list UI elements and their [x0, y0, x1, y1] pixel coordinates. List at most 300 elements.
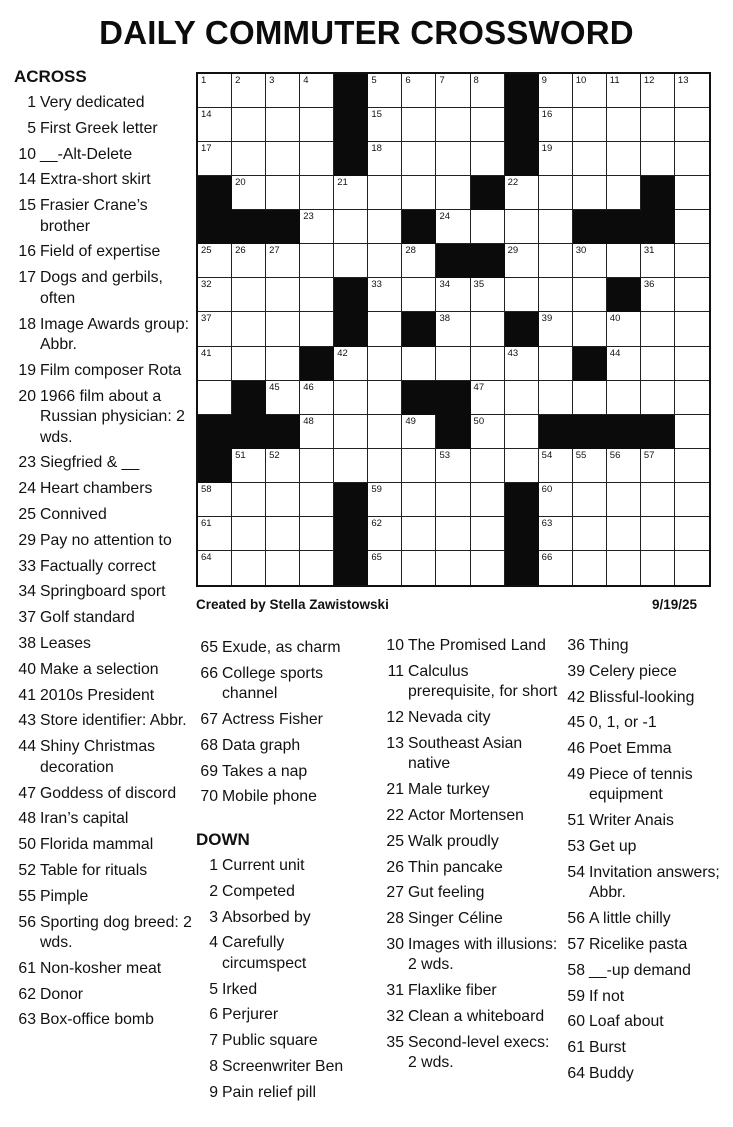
grid-square[interactable]: [471, 278, 505, 312]
clue-number: 23: [18, 454, 36, 472]
down-clue: [382, 708, 558, 729]
grid-square[interactable]: [607, 312, 641, 346]
grid-square[interactable]: [607, 176, 641, 210]
clue-number: 59: [567, 987, 585, 1005]
down-clue: [563, 688, 728, 709]
grid-square[interactable]: [641, 483, 675, 517]
grid-square[interactable]: [573, 244, 607, 278]
grid-square[interactable]: [607, 347, 641, 381]
black-square: [334, 551, 368, 585]
black-square: [198, 449, 232, 483]
square-number: 3: [269, 75, 275, 86]
black-square: [505, 74, 539, 108]
grid-square[interactable]: [300, 381, 334, 415]
black-square: [505, 551, 539, 585]
grid-square[interactable]: [675, 176, 709, 210]
clue-number: 6: [209, 1006, 218, 1024]
grid-square[interactable]: [675, 312, 709, 346]
across-clue: [196, 762, 372, 783]
grid-square[interactable]: [402, 108, 436, 142]
grid-square[interactable]: [436, 517, 470, 551]
clue-text: Actor Mortensen: [408, 806, 524, 824]
puzzle-date: 9/19/25: [652, 597, 698, 612]
grid-square[interactable]: [266, 517, 300, 551]
square-number: 15: [371, 109, 382, 121]
grid-square[interactable]: [198, 278, 232, 312]
grid-square[interactable]: [641, 142, 675, 176]
grid-square[interactable]: [471, 210, 505, 244]
grid-square[interactable]: [471, 551, 505, 585]
grid-square[interactable]: [641, 244, 675, 278]
square-number: 26: [235, 245, 246, 257]
square-number: 55: [575, 449, 587, 461]
grid-square[interactable]: [675, 108, 709, 142]
clue-text: Frasier Crane’s brother: [40, 197, 148, 235]
grid-square[interactable]: [368, 449, 402, 483]
grid-square[interactable]: [573, 381, 607, 415]
black-square: [641, 176, 675, 210]
grid-square[interactable]: [300, 415, 334, 449]
grid-square[interactable]: [300, 210, 334, 244]
grid-square[interactable]: [607, 108, 641, 142]
grid-square[interactable]: [539, 449, 573, 483]
square-number: 28: [405, 245, 416, 257]
grid-square[interactable]: [573, 517, 607, 551]
clue-number: 48: [18, 810, 36, 828]
grid-square[interactable]: [539, 74, 573, 108]
clue-text: First Greek letter: [40, 119, 158, 137]
clue-text: Loaf about: [589, 1013, 664, 1031]
across-clue: [196, 638, 372, 659]
down-clue: [382, 636, 558, 657]
clue-number: 44: [18, 738, 36, 756]
grid-square[interactable]: [675, 517, 709, 551]
grid-square[interactable]: [300, 176, 334, 210]
grid-square[interactable]: [675, 381, 709, 415]
grid-square[interactable]: [573, 142, 607, 176]
grid-square[interactable]: [300, 142, 334, 176]
grid-square[interactable]: [471, 381, 505, 415]
grid-square[interactable]: [300, 74, 334, 108]
black-square: [505, 108, 539, 142]
grid-square[interactable]: [436, 210, 470, 244]
clue-text: Public square: [222, 1032, 318, 1050]
down-clues-column-3: [563, 636, 728, 1090]
grid-square[interactable]: [266, 278, 300, 312]
grid-square[interactable]: [471, 347, 505, 381]
grid-square[interactable]: [232, 483, 266, 517]
grid-square[interactable]: [198, 347, 232, 381]
grid-square[interactable]: [675, 347, 709, 381]
across-clue: [14, 531, 192, 552]
clue-text: 1966 film about a Russian physician: 2 wds.: [40, 387, 185, 446]
grid-square[interactable]: [198, 381, 232, 415]
clue-number: 17: [18, 269, 36, 287]
square-number: 19: [541, 143, 553, 155]
grid-square[interactable]: [232, 142, 266, 176]
grid-square[interactable]: [539, 244, 573, 278]
across-clue: [14, 315, 192, 356]
clue-text: Exude, as charm: [222, 639, 341, 656]
grid-square[interactable]: [436, 142, 470, 176]
grid-square[interactable]: [607, 74, 641, 108]
grid-square[interactable]: [573, 108, 607, 142]
grid-square[interactable]: [198, 108, 232, 142]
grid-square[interactable]: [675, 551, 709, 585]
clue-number: 64: [567, 1064, 585, 1082]
grid-square[interactable]: [232, 176, 266, 210]
square-number: 36: [643, 279, 655, 291]
grid-square[interactable]: [300, 312, 334, 346]
down-clue: [196, 1057, 372, 1078]
black-square: [334, 142, 368, 176]
grid-square[interactable]: [471, 449, 505, 483]
grid-square[interactable]: [402, 449, 436, 483]
square-number: 60: [541, 483, 553, 495]
grid-square[interactable]: [539, 312, 573, 346]
square-number: 31: [643, 245, 655, 257]
square-number: 37: [201, 313, 212, 325]
grid-square[interactable]: [198, 244, 232, 278]
grid-square[interactable]: [266, 483, 300, 517]
grid-square[interactable]: [402, 244, 436, 278]
grid-square[interactable]: [402, 415, 436, 449]
across-clue: [196, 710, 372, 731]
grid-square[interactable]: [368, 108, 402, 142]
grid-square[interactable]: [539, 347, 573, 381]
square-number: 16: [541, 109, 553, 121]
grid-square[interactable]: [539, 142, 573, 176]
grid-square[interactable]: [266, 74, 300, 108]
down-clue: [563, 961, 728, 982]
clue-text: Nevada city: [408, 709, 491, 727]
black-square: [539, 415, 573, 449]
down-clue: [196, 933, 372, 974]
grid-square[interactable]: [573, 278, 607, 312]
grid-square[interactable]: [505, 449, 539, 483]
square-number: 25: [201, 245, 212, 257]
grid-square[interactable]: [198, 517, 232, 551]
square-number: 4: [303, 75, 309, 86]
clue-text: Gut feeling: [408, 884, 485, 902]
grid-square[interactable]: [334, 347, 368, 381]
across-clue: [14, 634, 192, 655]
across-clue: [14, 784, 192, 805]
down-clue: [382, 909, 558, 930]
grid-square[interactable]: [402, 142, 436, 176]
down-clue: [563, 837, 728, 858]
clue-text: Southeast Asian native: [408, 734, 523, 773]
grid-square[interactable]: [505, 244, 539, 278]
grid-square[interactable]: [641, 381, 675, 415]
down-clue: [563, 765, 728, 806]
across-clue: [14, 861, 192, 882]
grid-square[interactable]: [300, 517, 334, 551]
grid-square[interactable]: [471, 108, 505, 142]
across-clue: [14, 361, 192, 382]
grid-square[interactable]: [436, 347, 470, 381]
grid-square[interactable]: [436, 74, 470, 108]
grid-square[interactable]: [368, 551, 402, 585]
clue-number: 29: [18, 531, 36, 549]
grid-square[interactable]: [607, 381, 641, 415]
grid-square[interactable]: [607, 483, 641, 517]
grid-square[interactable]: [641, 108, 675, 142]
grid-square[interactable]: [436, 312, 470, 346]
black-square: [334, 483, 368, 517]
down-clue: [196, 882, 372, 903]
grid-square[interactable]: [607, 551, 641, 585]
grid-square[interactable]: [402, 551, 436, 585]
grid-square[interactable]: [402, 278, 436, 312]
grid-square[interactable]: [368, 517, 402, 551]
grid-square[interactable]: [641, 74, 675, 108]
grid-square[interactable]: [573, 312, 607, 346]
grid-square[interactable]: [368, 210, 402, 244]
grid-square[interactable]: [232, 347, 266, 381]
grid-square[interactable]: [232, 108, 266, 142]
grid-square[interactable]: [232, 74, 266, 108]
grid-square[interactable]: [300, 483, 334, 517]
clue-text: College sports channel: [222, 664, 323, 703]
across-clue: [14, 557, 192, 578]
grid-square[interactable]: [573, 74, 607, 108]
clue-number: 8: [209, 1058, 218, 1076]
grid-square[interactable]: [641, 449, 675, 483]
grid-square[interactable]: [436, 108, 470, 142]
grid-square[interactable]: [607, 142, 641, 176]
grid-square[interactable]: [198, 312, 232, 346]
clue-text: Pimple: [40, 887, 89, 905]
grid-square[interactable]: [505, 415, 539, 449]
black-square: [334, 74, 368, 108]
clue-number: 57: [567, 935, 585, 953]
grid-square[interactable]: [334, 244, 368, 278]
grid-square[interactable]: [675, 278, 709, 312]
down-clue: [382, 858, 558, 879]
grid-square[interactable]: [402, 483, 436, 517]
grid-square[interactable]: [539, 483, 573, 517]
square-number: 63: [541, 517, 553, 529]
grid-square[interactable]: [232, 244, 266, 278]
across-clue: [196, 787, 372, 808]
clue-number: 28: [386, 910, 404, 928]
grid-square[interactable]: [505, 176, 539, 210]
grid-square[interactable]: [573, 449, 607, 483]
grid-square[interactable]: [300, 278, 334, 312]
clue-number: 55: [18, 887, 36, 905]
grid-square[interactable]: [573, 483, 607, 517]
grid-square[interactable]: [266, 142, 300, 176]
grid-square[interactable]: [300, 244, 334, 278]
grid-square[interactable]: [368, 312, 402, 346]
grid-square[interactable]: [675, 210, 709, 244]
grid-square[interactable]: [607, 244, 641, 278]
grid-square[interactable]: [232, 449, 266, 483]
grid-square[interactable]: [436, 483, 470, 517]
grid-square[interactable]: [402, 347, 436, 381]
across-clue: [14, 582, 192, 603]
grid-square[interactable]: [505, 278, 539, 312]
clue-text: Table for rituals: [40, 861, 148, 879]
grid-square[interactable]: [539, 551, 573, 585]
grid-square[interactable]: [641, 517, 675, 551]
grid-square[interactable]: [402, 517, 436, 551]
clue-number: 41: [18, 686, 36, 704]
clue-text: Blissful-looking: [589, 688, 695, 706]
grid-square[interactable]: [232, 278, 266, 312]
grid-square[interactable]: [266, 347, 300, 381]
grid-square[interactable]: [471, 74, 505, 108]
across-clue: [14, 608, 192, 629]
grid-square[interactable]: [471, 142, 505, 176]
grid-square[interactable]: [198, 142, 232, 176]
square-number: 65: [371, 551, 382, 563]
clue-text: Film composer Rota: [40, 361, 182, 379]
grid-square[interactable]: [266, 176, 300, 210]
black-square: [641, 210, 675, 244]
grid-square[interactable]: [539, 108, 573, 142]
grid-square[interactable]: [368, 347, 402, 381]
grid-square[interactable]: [368, 483, 402, 517]
grid-square[interactable]: [232, 312, 266, 346]
grid-square[interactable]: [675, 74, 709, 108]
clue-number: 21: [386, 781, 404, 799]
grid-square[interactable]: [198, 74, 232, 108]
clue-text: Irked: [222, 980, 258, 998]
down-clue: [196, 908, 372, 929]
grid-square[interactable]: [436, 551, 470, 585]
grid-square[interactable]: [641, 312, 675, 346]
grid-square[interactable]: [607, 517, 641, 551]
square-number: 14: [201, 109, 212, 121]
grid-square[interactable]: [675, 142, 709, 176]
clue-text: Images with illusions: 2 wds.: [408, 935, 558, 974]
grid-square[interactable]: [471, 517, 505, 551]
grid-square[interactable]: [471, 483, 505, 517]
grid-square[interactable]: [368, 415, 402, 449]
grid-cells: [198, 74, 709, 585]
grid-square[interactable]: [266, 312, 300, 346]
grid-square[interactable]: [266, 551, 300, 585]
byline: Created by Stella Zawistowski: [196, 597, 389, 612]
grid-square[interactable]: [300, 449, 334, 483]
grid-square[interactable]: [368, 381, 402, 415]
grid-square[interactable]: [539, 517, 573, 551]
grid-square[interactable]: [402, 74, 436, 108]
clue-number: 50: [18, 836, 36, 854]
grid-square[interactable]: [266, 381, 300, 415]
down-clue: [382, 806, 558, 827]
grid-square[interactable]: [368, 278, 402, 312]
across-clue: [14, 145, 192, 166]
clue-number: 5: [27, 119, 36, 137]
across-clue: [14, 93, 192, 114]
square-number: 9: [541, 75, 547, 86]
grid-square[interactable]: [641, 278, 675, 312]
black-square: [402, 312, 436, 346]
grid-square[interactable]: [539, 381, 573, 415]
grid-square[interactable]: [368, 74, 402, 108]
clue-text: Singer Céline: [408, 910, 503, 928]
grid-square[interactable]: [334, 449, 368, 483]
down-clue: [382, 734, 558, 775]
down-clues-column-2: [382, 636, 558, 1079]
grid-square[interactable]: [368, 142, 402, 176]
grid-square[interactable]: [505, 347, 539, 381]
clue-number: 1: [209, 856, 218, 874]
grid-square[interactable]: [232, 551, 266, 585]
square-number: 57: [643, 449, 655, 461]
grid-square[interactable]: [436, 449, 470, 483]
square-number: 21: [337, 177, 348, 189]
grid-square[interactable]: [266, 244, 300, 278]
grid-square[interactable]: [573, 176, 607, 210]
grid-square[interactable]: [334, 176, 368, 210]
grid-square[interactable]: [198, 483, 232, 517]
grid-square[interactable]: [573, 551, 607, 585]
grid-square[interactable]: [266, 449, 300, 483]
grid-square[interactable]: [641, 347, 675, 381]
clue-text: Goddess of discord: [40, 784, 177, 802]
square-number: 12: [643, 75, 655, 86]
grid-square[interactable]: [266, 108, 300, 142]
grid-square[interactable]: [334, 381, 368, 415]
grid-square[interactable]: [368, 244, 402, 278]
grid-square[interactable]: [368, 176, 402, 210]
grid-square[interactable]: [402, 176, 436, 210]
clue-number: 53: [567, 838, 585, 856]
grid-square[interactable]: [232, 517, 266, 551]
square-number: 46: [303, 381, 314, 393]
grid-square[interactable]: [471, 415, 505, 449]
grid-square[interactable]: [300, 551, 334, 585]
black-square: [505, 312, 539, 346]
grid-square[interactable]: [471, 312, 505, 346]
clue-number: 38: [18, 635, 36, 653]
across-clue: [14, 959, 192, 980]
grid-square[interactable]: [675, 244, 709, 278]
grid-square[interactable]: [334, 415, 368, 449]
grid-square[interactable]: [334, 210, 368, 244]
grid-square[interactable]: [436, 278, 470, 312]
clue-text: Male turkey: [408, 781, 490, 799]
grid-square[interactable]: [436, 176, 470, 210]
grid-square[interactable]: [539, 210, 573, 244]
grid-square[interactable]: [675, 449, 709, 483]
down-clue: [563, 739, 728, 760]
grid-square[interactable]: [505, 381, 539, 415]
across-clues-column: [14, 67, 192, 1036]
black-square: [607, 210, 641, 244]
square-number: 22: [507, 177, 519, 189]
grid-square[interactable]: [505, 210, 539, 244]
clue-number: 20: [18, 387, 36, 405]
grid-square[interactable]: [641, 551, 675, 585]
grid-square[interactable]: [607, 449, 641, 483]
grid-square[interactable]: [675, 415, 709, 449]
clue-number: 14: [18, 171, 36, 189]
grid-square[interactable]: [300, 108, 334, 142]
clue-text: Second-level execs: 2 wds.: [408, 1033, 550, 1072]
clue-number: 9: [209, 1083, 218, 1101]
grid-square[interactable]: [675, 483, 709, 517]
down-clue: [563, 863, 728, 904]
grid-square[interactable]: [539, 176, 573, 210]
down-clue: [196, 1005, 372, 1026]
grid-square[interactable]: [198, 551, 232, 585]
grid-square[interactable]: [539, 278, 573, 312]
